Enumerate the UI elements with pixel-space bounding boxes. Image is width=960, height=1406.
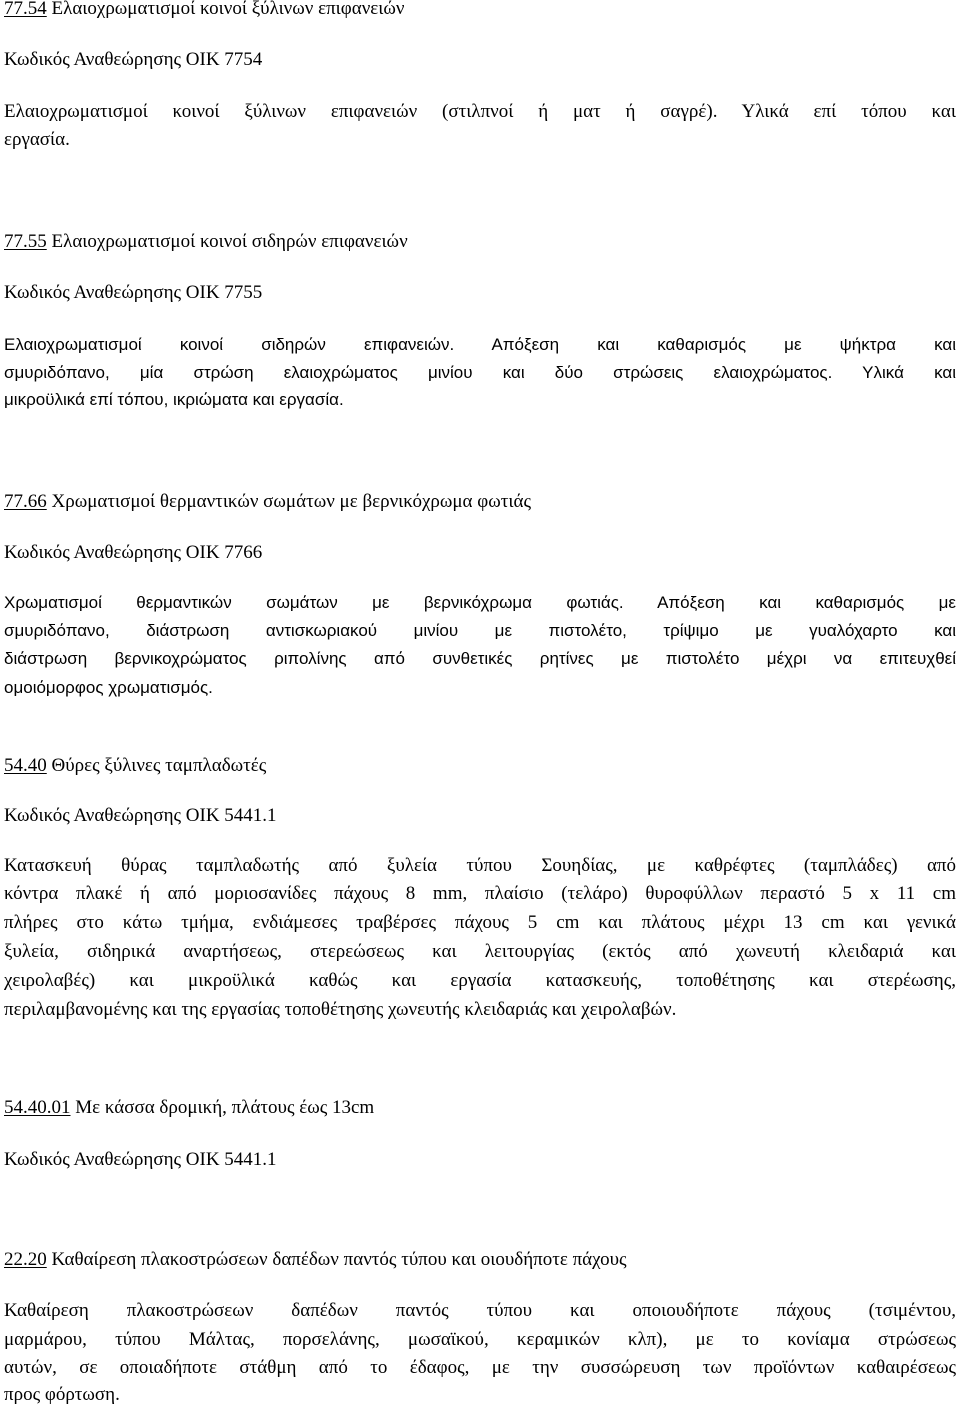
revision-code: Κωδικός Αναθεώρησης ΟΙΚ 5441.1 [4,805,277,826]
body-line: ξυλεία, σιδηρικά αναρτήσεως, στερεώσεως και λειτουργίας (εκτός από χωνευτή κλειδαριά και [4,941,956,962]
revision-code: Κωδικός Αναθεώρησης ΟΙΚ 7755 [4,282,263,303]
body-line: κόντρα πλακέ ή από μοριοσανίδες πάχους 8 mm, πλαίσιο (τελάρο) θυροφύλλων περαστό 5 x 11 cm [4,883,956,904]
section-heading [4,1097,374,1119]
revision-code: Κωδικός Αναθεώρησης ΟΙΚ 7754 [4,49,263,70]
section-title: Καθαίρεση πλακοστρώσεων δαπέδων παντός τύπου και οιουδήποτε πάχους [51,1249,627,1270]
body-line: Ελαιοχρωματισμοί κοινοί ξύλινων επιφανειών (στιλπνοί ή ματ ή σαγρέ). Υλικά επί τόπου και [4,101,956,122]
body-line: σμυριδόπανο, διάστρωση αντισκωριακού μινίου με πιστολέτο, τρίψιμο με γυαλόχαρτο και [4,621,956,640]
section-heading [4,231,408,253]
body-line: περιλαμβανομένης και της εργασίας τοποθέτησης χωνευτής κλειδαριάς και χειρολαβών. [4,999,677,1020]
body-line: Ελαιοχρωματισμοί κοινοί σιδηρών επιφανειών. Απόξεση και καθαρισμός με ψήκτρα και [4,335,956,354]
body-line: Καθαίρεση πλακοστρώσεων δαπέδων παντός τύπου και οποιουδήποτε πάχους (τσιμέντου, [4,1300,956,1321]
body-line: Χρωματισμοί θερμαντικών σωμάτων με βερνικόχρωμα φωτιάς. Απόξεση και καθαρισμός με [4,593,956,612]
body-line: σμυριδόπανο, μία στρώση ελαιοχρώματος μινίου και δύο στρώσεις ελαιοχρώματος. Υλικά και [4,363,956,382]
section-title: Ελαιοχρωματισμοί κοινοί ξύλινων επιφανειών [51,0,405,19]
section-heading [4,1249,627,1271]
section-title: Χρωματισμοί θερμαντικών σωμάτων με βερνικόχρωμα φωτιάς [51,491,531,512]
body-line: πλήρες στο κάτω τμήμα, ενδιάμεσες τραβέρσες πάχους 5 cm και πλάτους μέχρι 13 cm και γενικά [4,912,956,933]
section-code-link[interactable]: 77.54 [4,0,47,19]
section-code-link[interactable]: 22.20 [4,1249,47,1270]
revision-code: Κωδικός Αναθεώρησης ΟΙΚ 5441.1 [4,1149,277,1170]
body-line: ομοιόμορφος χρωματισμός. [4,678,213,697]
revision-code: Κωδικός Αναθεώρησης ΟΙΚ 7766 [4,542,263,563]
section-title: Θύρες ξύλινες ταμπλαδωτές [51,755,267,776]
section-code-link[interactable]: 54.40.01 [4,1097,71,1118]
section-code-link[interactable]: 54.40 [4,755,47,776]
body-line: χειρολαβές) και μικροϋλικά καθώς και εργασία κατασκευής, τοποθέτησης και στερέωσης, [4,970,956,991]
body-line: αυτών, σε οποιαδήποτε στάθμη από το έδαφος, με την συσσώρευση των προϊόντων καθαιρέσεως [4,1357,956,1378]
section-heading [4,491,531,513]
body-line: μικροϋλικά επί τόπου, ικριώματα και εργασία. [4,390,344,409]
section-title: Ελαιοχρωματισμοί κοινοί σιδηρών επιφανειών [51,231,408,252]
section-heading [4,0,405,20]
section-code-link[interactable]: 77.66 [4,491,47,512]
body-line: εργασία. [4,129,70,150]
body-line: Κατασκευή θύρας ταμπλαδωτής από ξυλεία τύπου Σουηδίας, με καθρέφτες (ταμπλάδες) από [4,855,956,876]
body-line: διάστρωση βερνικοχρώματος ριπολίνης από συνθετικές ρητίνες με πιστολέτο μέχρι να επιτευχθεί [4,649,956,668]
body-line: προς φόρτωση. [4,1384,120,1405]
body-line: μαρμάρου, τύπου Μάλτας, πορσελάνης, μωσαϊκού, κεραμικών κλπ), με το κονίαμα στρώσεως [4,1329,956,1350]
section-title: Με κάσσα δρομική, πλάτους έως 13cm [75,1097,375,1118]
section-heading [4,755,266,777]
section-code-link[interactable]: 77.55 [4,231,47,252]
